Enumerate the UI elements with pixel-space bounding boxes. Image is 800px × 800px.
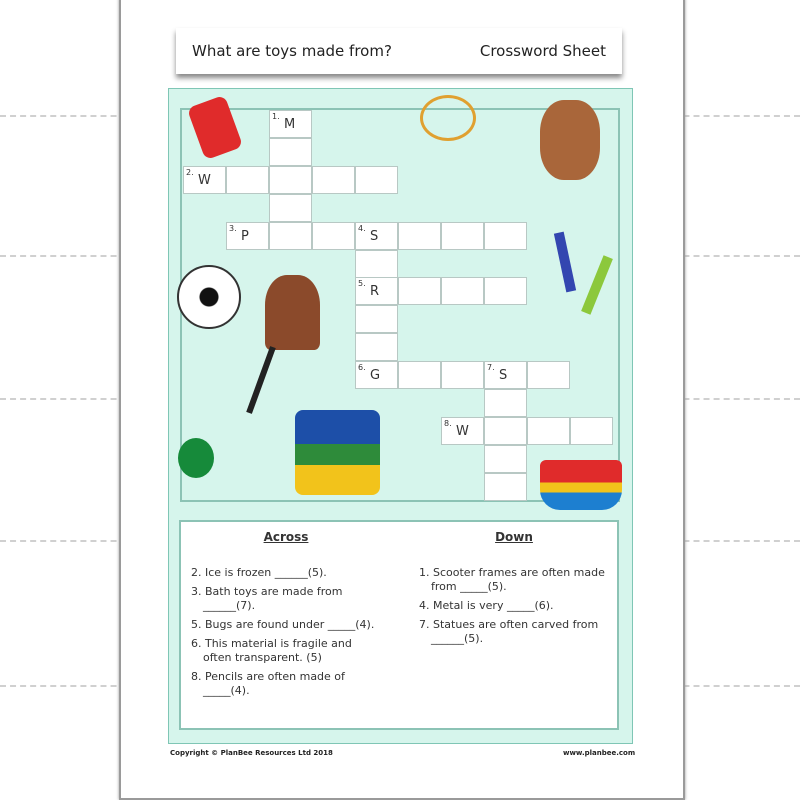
boat-icon <box>540 460 622 510</box>
crossword-cell[interactable] <box>355 333 398 361</box>
crossword-cell[interactable] <box>398 277 441 305</box>
clue-down-7: 7. Statues are often carved from ______(5). <box>419 618 599 645</box>
given-letter: R <box>370 284 380 300</box>
crossword-cell[interactable] <box>355 361 398 389</box>
across-clues <box>191 530 381 703</box>
clue-number: 5. <box>358 279 366 289</box>
crossword-cell[interactable] <box>441 417 484 445</box>
clue-number: 3. <box>229 223 237 233</box>
crossword-cell[interactable] <box>269 222 312 250</box>
crossword-cell[interactable] <box>226 222 269 250</box>
crossword-cell[interactable] <box>312 222 355 250</box>
football-icon <box>177 265 241 329</box>
clue-number: 6. <box>358 363 366 373</box>
crossword-cell[interactable] <box>484 417 527 445</box>
teddy-bear-icon <box>540 100 600 180</box>
clues-box <box>179 520 619 730</box>
clue-across-8: 8. Pencils are often made of _____(4). <box>191 670 345 697</box>
crossword-cell[interactable] <box>269 194 312 222</box>
crossword-cell[interactable] <box>484 473 527 501</box>
clue-down-4: 4. Metal is very _____(6). <box>419 599 554 612</box>
down-heading: Down <box>495 530 533 544</box>
crossword-cell[interactable] <box>398 361 441 389</box>
given-letter: P <box>241 228 249 244</box>
title-banner <box>176 28 622 74</box>
crossword-cell[interactable] <box>527 417 570 445</box>
crossword-cell[interactable] <box>355 305 398 333</box>
crossword-cell[interactable] <box>484 389 527 417</box>
worksheet-subtitle: Crossword Sheet <box>479 42 606 60</box>
clue-across-6: 6. This material is fragile and often transparent. (5) <box>191 637 352 664</box>
crossword-cell[interactable] <box>355 277 398 305</box>
crossword-cell[interactable] <box>398 222 441 250</box>
train-icon <box>295 410 380 495</box>
clue-number: 4. <box>358 223 366 233</box>
crossword-cell[interactable] <box>527 361 570 389</box>
crossword-cell[interactable] <box>484 277 527 305</box>
crossword-cell[interactable] <box>269 110 312 138</box>
hobby-horse-icon <box>265 275 320 350</box>
crossword-cell[interactable] <box>484 445 527 473</box>
clue-across-3: 3. Bath toys are made from ______(7). <box>191 585 343 612</box>
clue-number: 7. <box>487 363 495 373</box>
given-letter: G <box>370 368 381 384</box>
given-letter: W <box>456 423 469 439</box>
clue-number: 1. <box>272 112 280 121</box>
clue-across-2: 2. Ice is frozen ______(5). <box>191 566 327 579</box>
clue-number: 8. <box>444 418 452 428</box>
crossword-cell[interactable] <box>226 166 269 194</box>
crossword-cell[interactable] <box>441 222 484 250</box>
clue-down-1: 1. Scooter frames are often made from _____(5). <box>419 566 605 593</box>
given-letter: S <box>499 368 508 384</box>
given-letter: M <box>284 117 296 132</box>
skipping-rope-icon <box>420 95 476 141</box>
clue-across-5: 5. Bugs are found under _____(4). <box>191 618 375 631</box>
crossword-cell[interactable] <box>570 417 613 445</box>
across-heading: Across <box>263 530 309 544</box>
crossword-cell[interactable] <box>441 361 484 389</box>
crossword-cell[interactable] <box>355 166 398 194</box>
crossword-cell[interactable] <box>355 250 398 278</box>
crossword-cell[interactable] <box>441 277 484 305</box>
maraca-icon <box>178 438 214 478</box>
crossword-cell[interactable] <box>484 361 527 389</box>
copyright-text: Copyright © PlanBee Resources Ltd 2018 <box>170 749 333 757</box>
given-letter: W <box>198 172 211 188</box>
clue-number: 2. <box>186 167 194 177</box>
crossword-cell[interactable] <box>183 166 226 194</box>
crossword-cell[interactable] <box>484 222 527 250</box>
given-letter: S <box>370 228 379 244</box>
crossword-cell[interactable] <box>355 222 398 250</box>
crossword-cell[interactable] <box>312 166 355 194</box>
worksheet-title: What are toys made from? <box>192 42 392 60</box>
crossword-cell[interactable] <box>269 138 312 166</box>
website-link: www.planbee.com <box>563 749 636 757</box>
crossword-cell[interactable] <box>269 166 312 194</box>
down-clues <box>419 530 609 651</box>
